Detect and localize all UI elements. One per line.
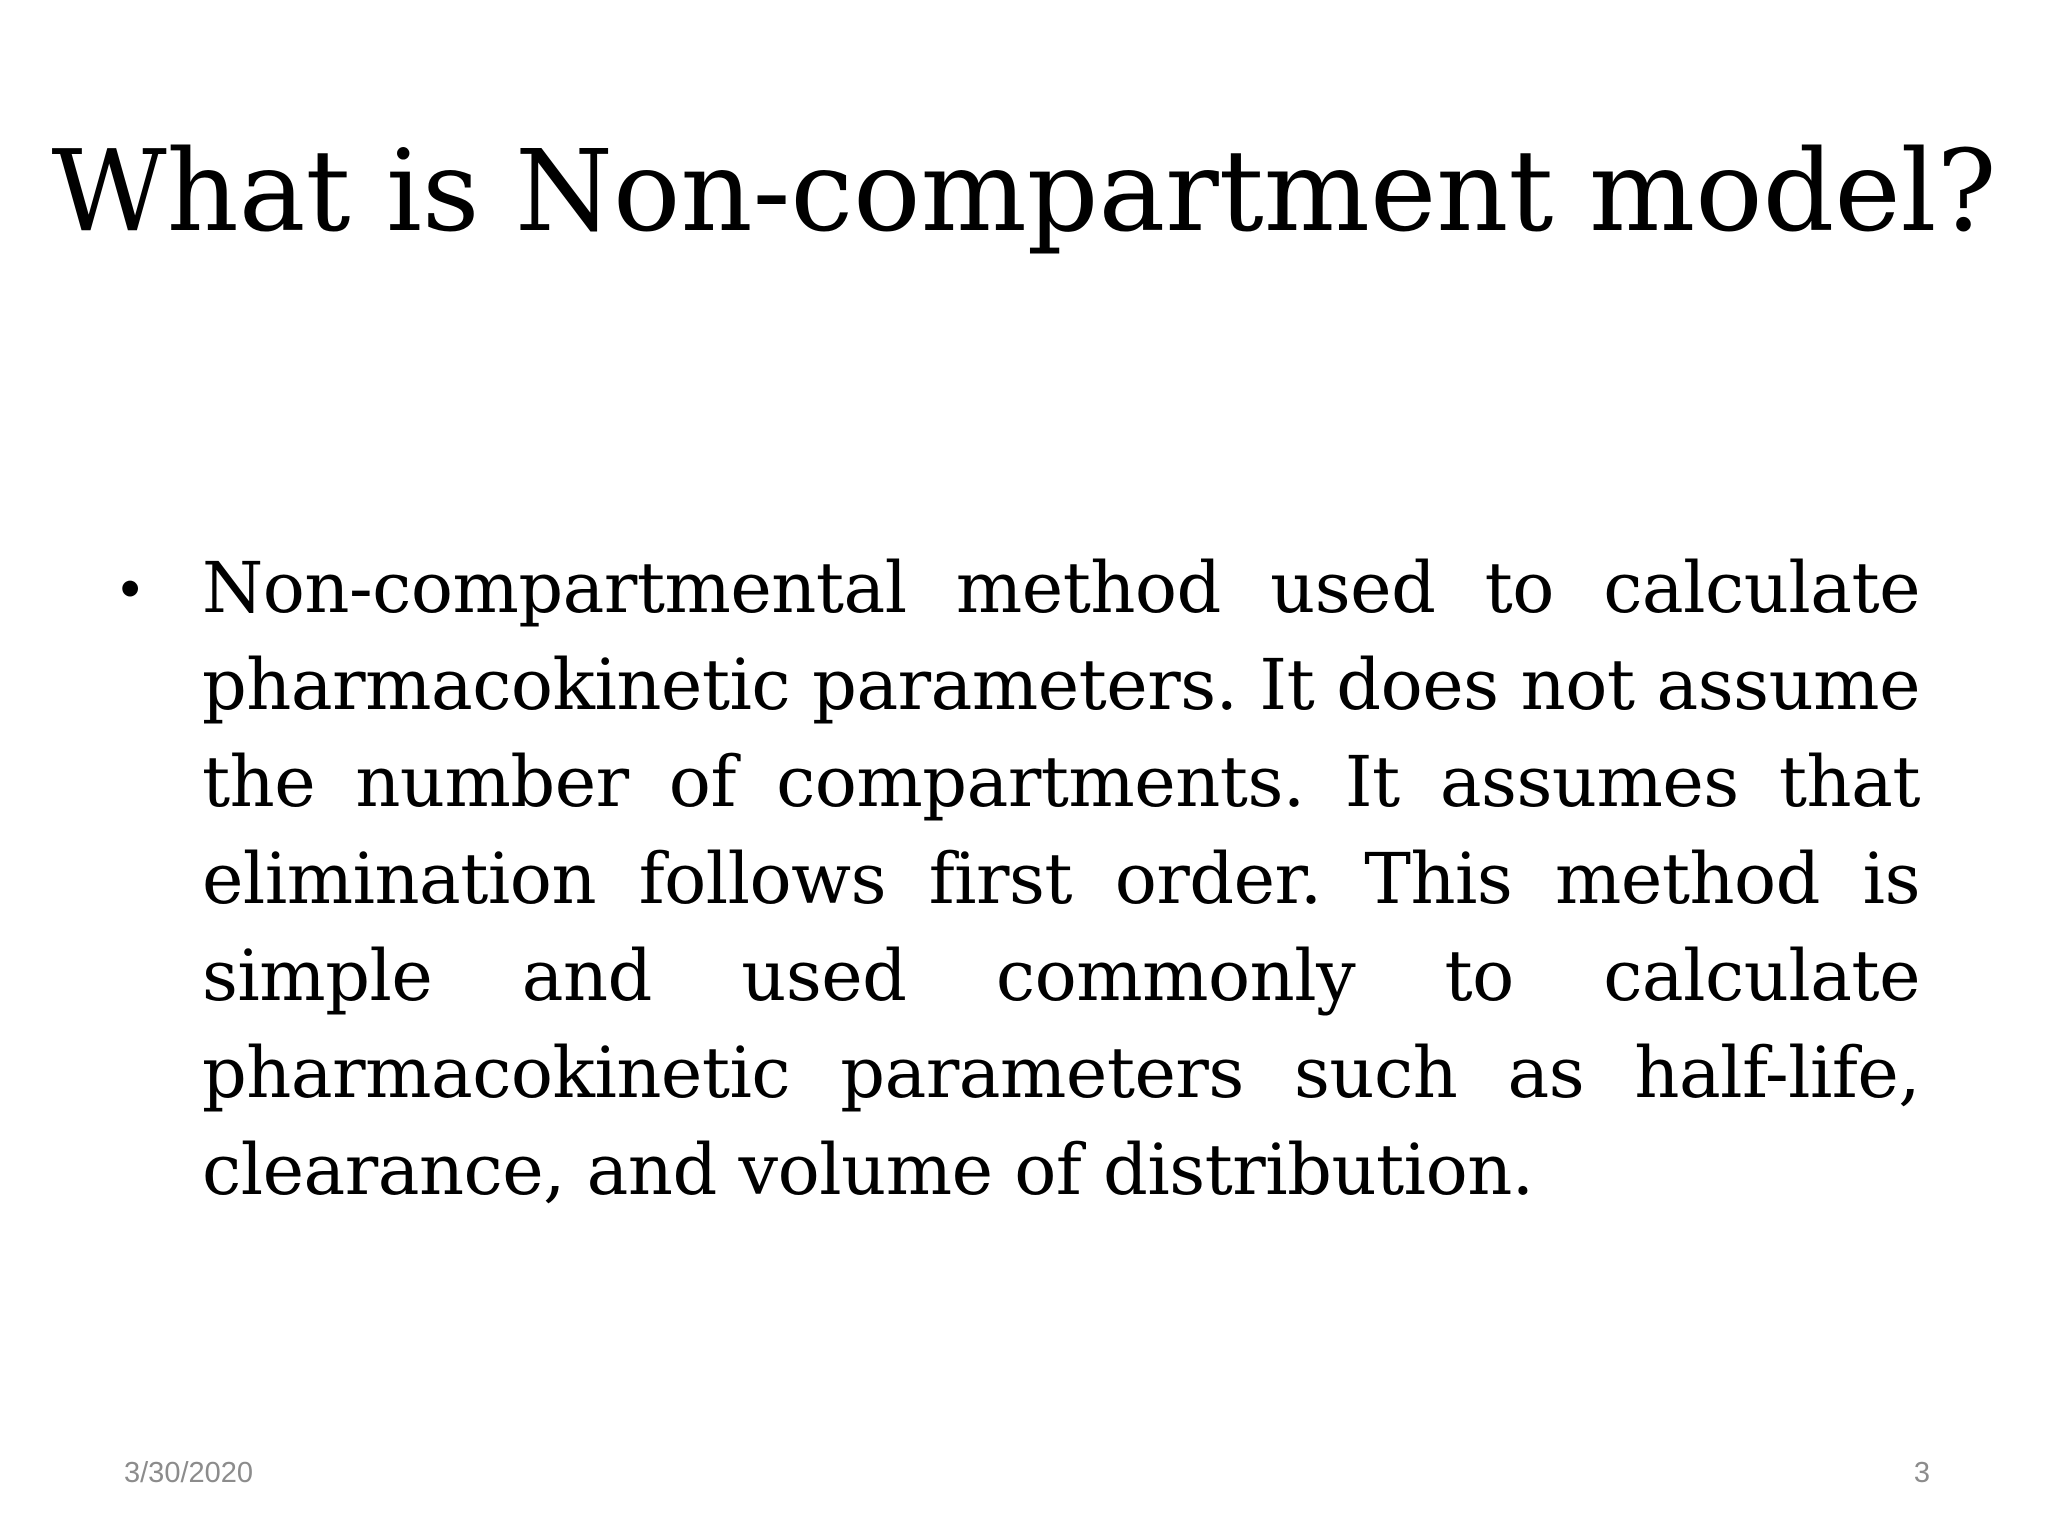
bullet-item xyxy=(120,540,1920,1219)
bullet-list xyxy=(120,540,1920,1219)
bullet-text: Non-compartmental method used to calculate pharmacokinetic parameters. It does not assume the number of compartments. It assumes that elimination follows first order. This method is simple and used commonly to calculate pharmacokinetic parameters such as half-life, clearance, and volume of distribution. xyxy=(202,547,1920,1211)
slide-number: 3 xyxy=(1913,1457,1930,1489)
bullet-icon: • xyxy=(120,556,141,621)
footer-date: 3/30/2020 xyxy=(124,1457,254,1489)
slide-title: What is Non-compartment model? xyxy=(51,127,1997,257)
